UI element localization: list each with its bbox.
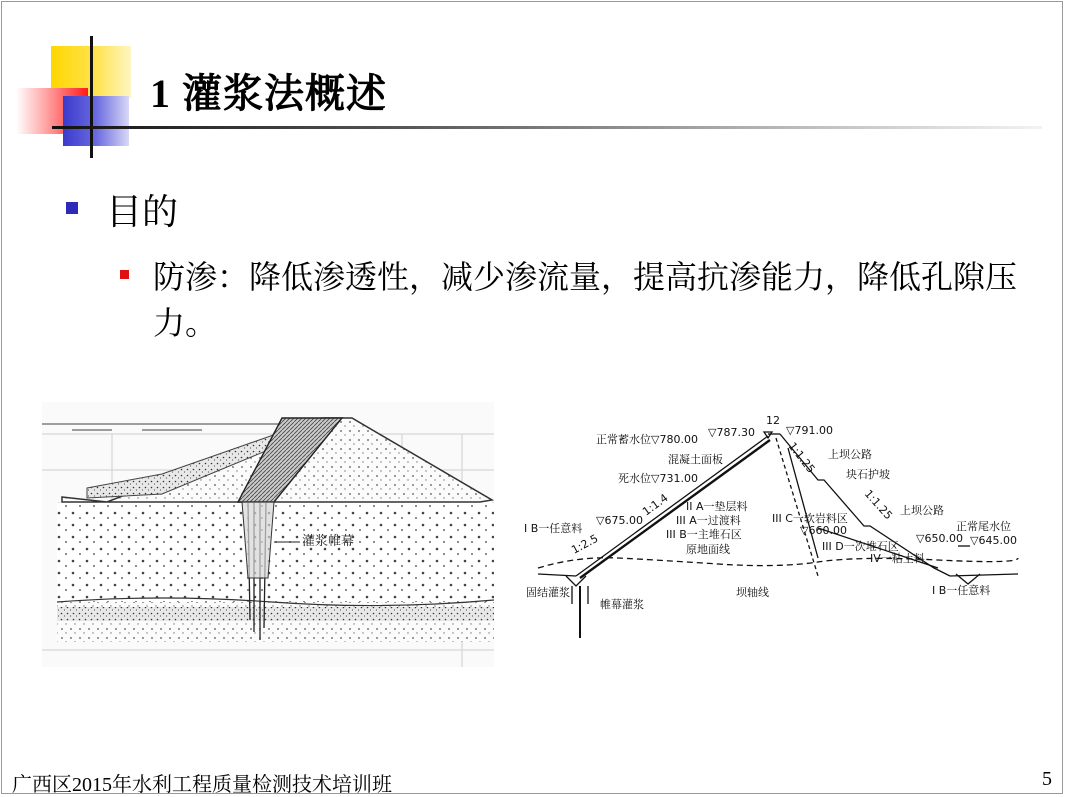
tail-level-label: 正常尾水位 [956,520,1011,533]
zone-2a-label: II A一垫层料 [686,500,748,513]
elev-660-label: ▽660.00 [800,524,847,537]
elev-645-label: ▽645.00 [970,534,1017,547]
consolidation-grout-label: 固结灌浆 [526,586,570,599]
grout-curtain-svg [42,402,494,667]
bullet-square-small-icon [120,270,129,279]
dam-profile-figure [518,408,1028,652]
original-ground-label: 原地面线 [686,543,730,556]
dam-profile-svg [518,408,1028,652]
slope-upstream-label: 1:1.4 [640,491,671,519]
crest-width-label: 12 [766,414,780,427]
dam-axis-label: 坝轴线 [736,586,769,599]
dead-level-label: 死水位▽731.00 [618,472,698,485]
decor-vertical-line [90,36,93,158]
concrete-face-label: 混凝土面板 [668,453,723,466]
road-1-label: 上坝公路 [828,448,872,461]
title-underline [52,126,1042,129]
zone-1b-right-label: I B一任意料 [932,584,991,597]
riprap-label: 块石护坡 [846,468,890,481]
crest-elev-left-label: ▽787.30 [708,426,755,439]
zone-3c-label: III C一软岩料区 [772,512,848,525]
footer-text: 广西区2015年水利工程质量检测技术培训班 [12,774,392,796]
decor-blue-block [63,96,129,146]
bullet-level2-text: 防渗：降低渗透性，减少渗流量，提高抗渗能力，降低孔隙压力。 [153,258,1018,342]
grout-curtain-figure [42,402,494,667]
zone-3d-label: III D一次堆石区 [822,540,899,553]
zone-1b-left-label: I B一任意料 [524,522,583,535]
slope-downstream-1-label: 1:1.25 [785,439,818,476]
curtain-grout-label: 帷幕灌浆 [600,598,644,611]
zone-3b-label: III B一主堆石区 [666,528,742,541]
slide-frame [1,1,1063,794]
page-number: 5 [1042,768,1052,790]
slope-downstream-2-label: 1:1.25 [861,487,895,523]
bullet-level1-text: 目的 [106,192,179,233]
bullet-square-icon [66,202,78,214]
zone-4-label: IV一粘土料 [870,552,925,565]
normal-pool-label: 正常蓄水位▽780.00 [596,433,698,446]
grout-curtain-label: 灌浆帷幕 [302,534,355,549]
slide-title: 1 灌浆法概述 [150,71,387,116]
crest-elev-right-label: ▽791.00 [786,424,833,437]
slope-toe-label: 1:2.5 [569,531,601,557]
elev-675-label: ▽675.00 [596,514,643,527]
zone-3a-label: III A一过渡料 [676,514,741,527]
elev-650-label: ▽650.00 [916,532,963,545]
road-2-label: 上坝公路 [900,504,944,517]
